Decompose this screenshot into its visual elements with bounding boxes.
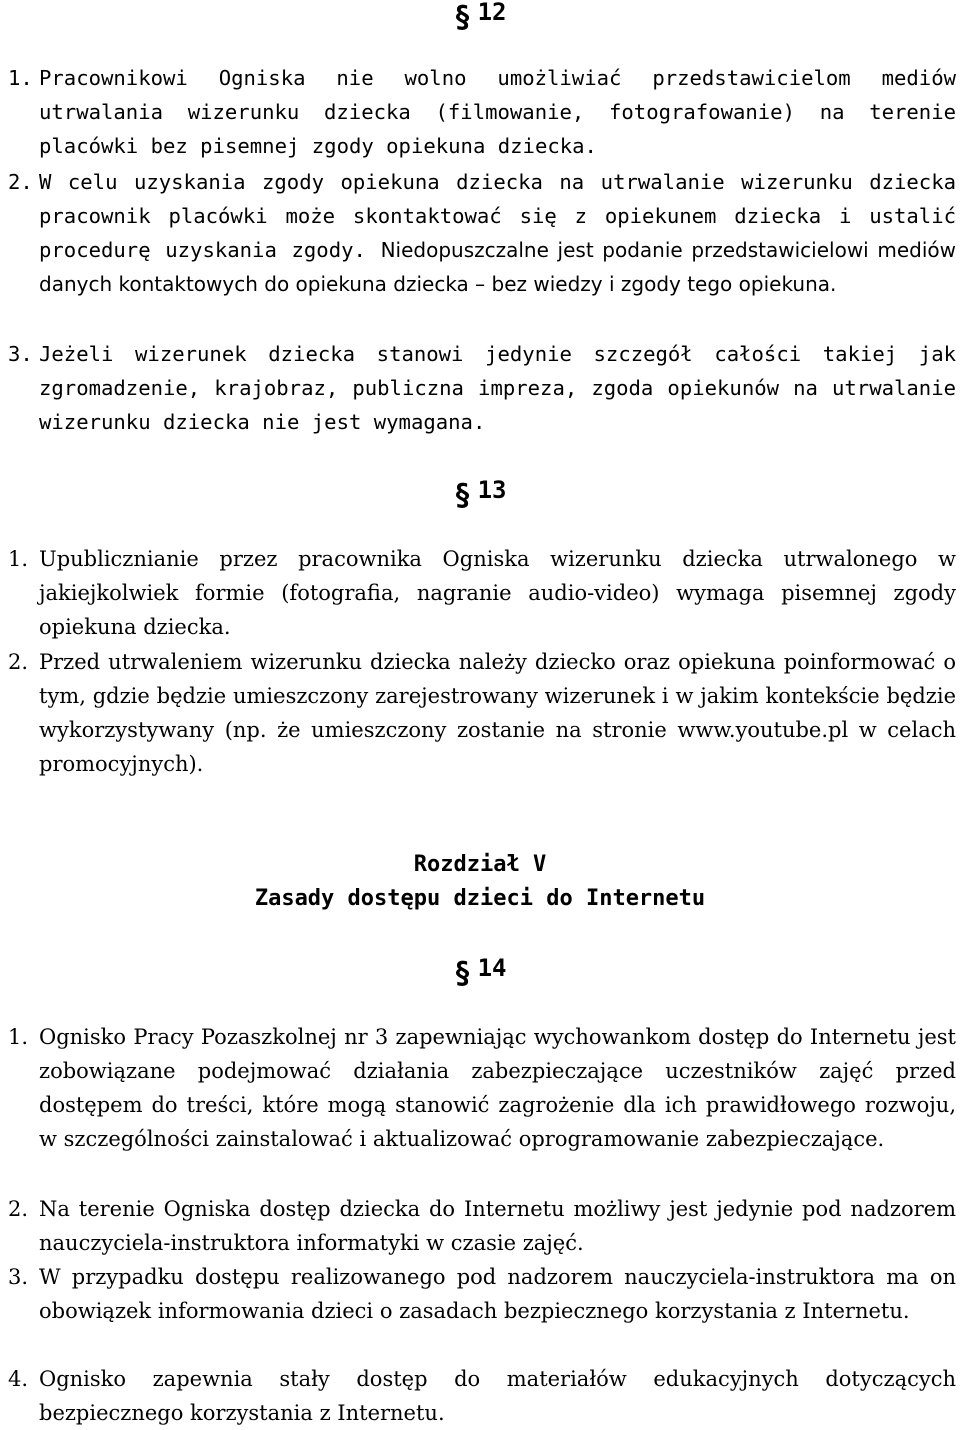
item-text: Jeżeli wizerunek dziecka stanowi jedynie szczegół całości takiej jak zgromadzenie, krajobraz, publiczna impreza, zgoda opiekunów na utrwalanie wizerunku dziecka nie jest wymagana. bbox=[39, 342, 956, 434]
s12-item-3 bbox=[8, 337, 956, 439]
item-text: Upublicznianie przez pracownika Ogniska wizerunku dziecka utrwalonego w jakiejkolwiek formie (fotografia, nagranie audio-video) wymaga pisemnej zgody opiekuna dziecka. bbox=[39, 547, 956, 639]
item-text: W celu uzyskania zgody opiekuna dziecka na utrwalanie wizerunku dziecka pracownik placówki może skontaktować się z opiekunem dziecka i ustalić procedurę uzyskania zgody. bbox=[39, 170, 956, 262]
section-12-heading bbox=[0, 0, 960, 35]
paragraph-sign: § bbox=[453, 0, 472, 35]
section-number: 12 bbox=[477, 0, 507, 26]
item-number: 3. bbox=[8, 1265, 29, 1289]
paragraph-sign: § bbox=[453, 956, 472, 991]
section-14-heading bbox=[0, 950, 960, 991]
section-13-heading bbox=[0, 472, 960, 513]
s13-item-2 bbox=[8, 645, 956, 781]
paragraph-sign: § bbox=[453, 478, 472, 513]
s14-item-4 bbox=[8, 1362, 956, 1430]
s12-item-2 bbox=[8, 165, 956, 301]
item-text: Ognisko zapewnia stały dostęp do materiałów edukacyjnych dotyczących bezpiecznego korzystania z Internetu. bbox=[39, 1367, 956, 1425]
s14-item-2 bbox=[8, 1192, 956, 1260]
item-number: 1. bbox=[8, 66, 33, 90]
item-number: 2. bbox=[8, 1197, 29, 1221]
item-number: 2. bbox=[8, 650, 29, 674]
chapter-label: Rozdział V bbox=[413, 852, 547, 877]
item-text: Ognisko Pracy Pozaszkolnej nr 3 zapewniając wychowankom dostęp do Internetu jest zobowiązane podejmować działania zabezpieczające uczestników zajęć przed dostępem do treści, które mogą stanowić zagrożenie dla ich prawidłowego rozwoju, w szczególności zainstalować i aktualizować oprogramowanie zabezpieczające. bbox=[39, 1025, 956, 1151]
item-number: 1. bbox=[8, 1025, 29, 1049]
s13-item-1 bbox=[8, 542, 956, 644]
item-text-sans: Niedopuszczalne jest podanie przedstawicielowi mediów danych kontaktowych do opiekuna dziecka – bez wiedzy i zgody tego opiekuna. bbox=[39, 238, 956, 296]
item-number: 1. bbox=[8, 547, 29, 571]
item-text: Przed utrwaleniem wizerunku dziecka należy dziecko oraz opiekuna poinformować o tym, gdzie będzie umieszczony zarejestrowany wizerunek i w jakim kontekście będzie wykorzystywany (np. że umieszczony zostanie na stronie www.youtube.pl w celach promocyjnych). bbox=[39, 650, 956, 776]
item-number: 3. bbox=[8, 342, 33, 366]
item-text: Pracownikowi Ogniska nie wolno umożliwiać przedstawicielom mediów utrwalania wizerunku dziecka (filmowanie, fotografowanie) na terenie placówki bez pisemnej zgody opiekuna dziecka. bbox=[39, 66, 956, 158]
item-text: W przypadku dostępu realizowanego pod nadzorem nauczyciela-instruktora ma on obowiązek informowania dzieci o zasadach bezpiecznego korzystania z Internetu. bbox=[39, 1265, 956, 1323]
s14-item-1 bbox=[8, 1020, 956, 1156]
section-number: 13 bbox=[477, 476, 507, 504]
chapter-title: Zasady dostępu dzieci do Internetu bbox=[254, 886, 706, 911]
item-number: 2. bbox=[8, 170, 33, 194]
section-number: 14 bbox=[477, 954, 507, 982]
s12-item-1 bbox=[8, 61, 956, 163]
item-number: 4. bbox=[8, 1367, 29, 1391]
item-text: Na terenie Ogniska dostęp dziecka do Internetu możliwy jest jedynie pod nadzorem nauczyciela-instruktora informatyki w czasie zajęć. bbox=[39, 1197, 956, 1255]
s14-item-3 bbox=[8, 1260, 956, 1328]
